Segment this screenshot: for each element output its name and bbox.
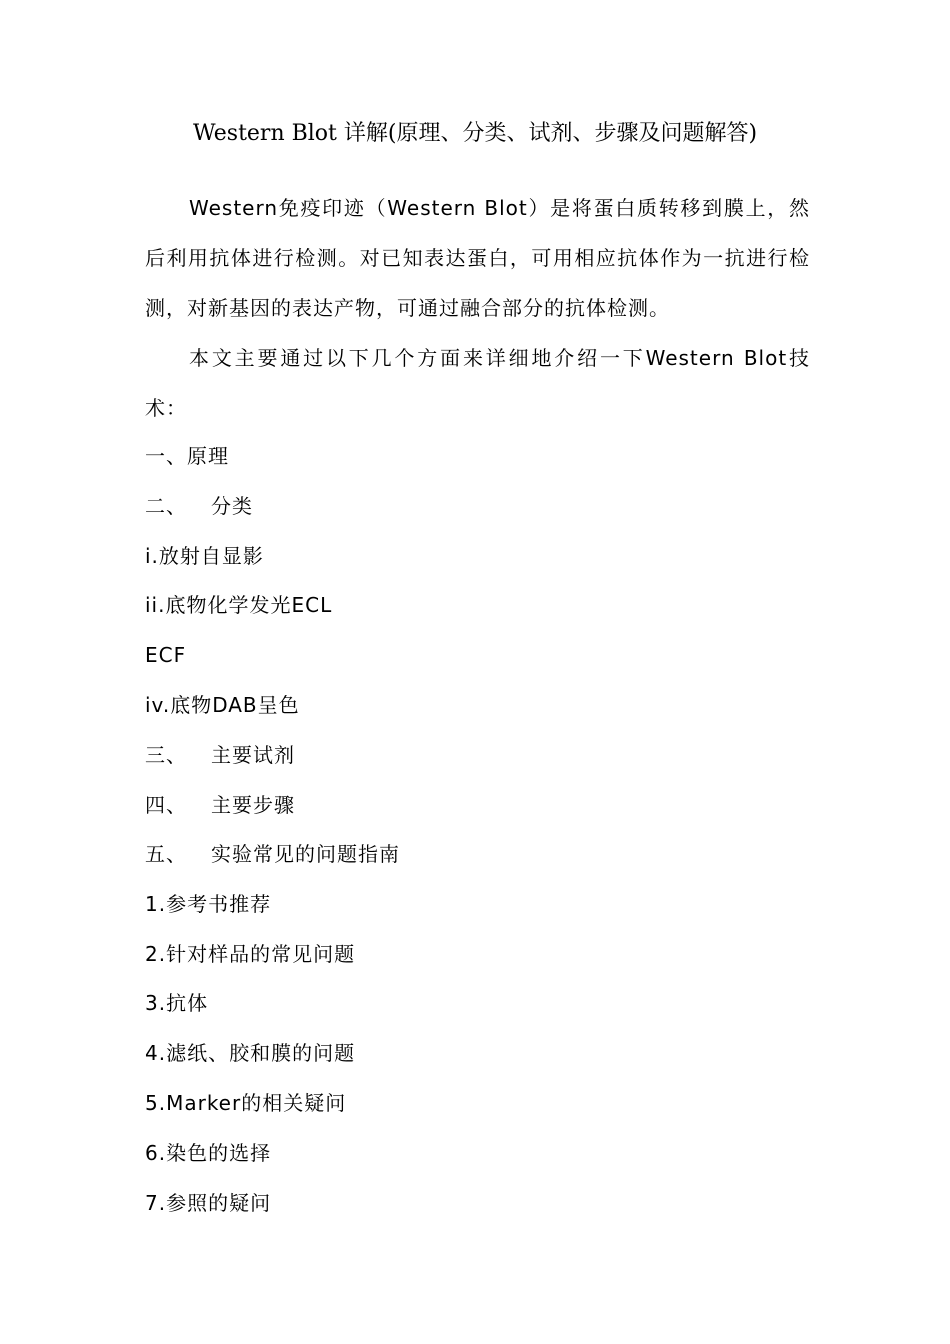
list-item [145,988,208,1018]
overview-paragraph: 本文主要通过以下几个方面来详细地介绍一下Western Blot技术： [145,346,810,420]
section-faq [145,839,400,869]
section-text: 分类 [211,494,253,518]
section-steps [145,790,295,820]
list-item-text: ECF [145,643,187,667]
section-principle [145,441,229,471]
section-number: 二、 [145,494,187,518]
section-text: 主要步骤 [211,793,295,817]
list-item-text: ii.底物化学发光ECL [145,593,333,617]
list-item [145,590,332,620]
list-item [145,1088,346,1118]
section-number: 五、 [145,842,187,866]
list-item [145,889,271,919]
list-item [145,541,264,571]
section-text: 原理 [187,444,229,468]
list-item-text: 2.针对样品的常见问题 [145,942,356,966]
document-title: Western Blot 详解(原理、分类、试剂、步骤及问题解答) [192,121,758,146]
list-item-text: 7.参照的疑问 [145,1191,272,1215]
list-item-text: 5.Marker的相关疑问 [145,1091,347,1115]
section-number: 三、 [145,743,187,767]
section-text: 实验常见的问题指南 [211,842,400,866]
list-item-text: i.放射自显影 [145,544,264,568]
section-classification [145,491,253,521]
list-item [145,939,355,969]
list-item [145,1188,271,1218]
list-item [145,1138,271,1168]
section-text: 主要试剂 [211,743,295,767]
list-item-text: 1.参考书推荐 [145,892,272,916]
section-reagents [145,740,295,770]
list-item-text: 6.染色的选择 [145,1141,272,1165]
list-item [145,1038,355,1068]
intro-paragraph: Western免疫印迹（Western Blot）是将蛋白质转移到膜上，然后利用抗体进行检测。对已知表达蛋白，可用相应抗体作为一抗进行检测，对新基因的表达产物，可通过融合部分的抗体检测。 [145,196,810,320]
list-item-text: 4.滤纸、胶和膜的问题 [145,1041,356,1065]
list-item [145,690,300,720]
list-item-text: iv.底物DAB呈色 [145,693,300,717]
list-item-text: 3.抗体 [145,991,209,1015]
section-number: 一、 [145,444,187,468]
list-item [145,640,186,670]
section-number: 四、 [145,793,187,817]
